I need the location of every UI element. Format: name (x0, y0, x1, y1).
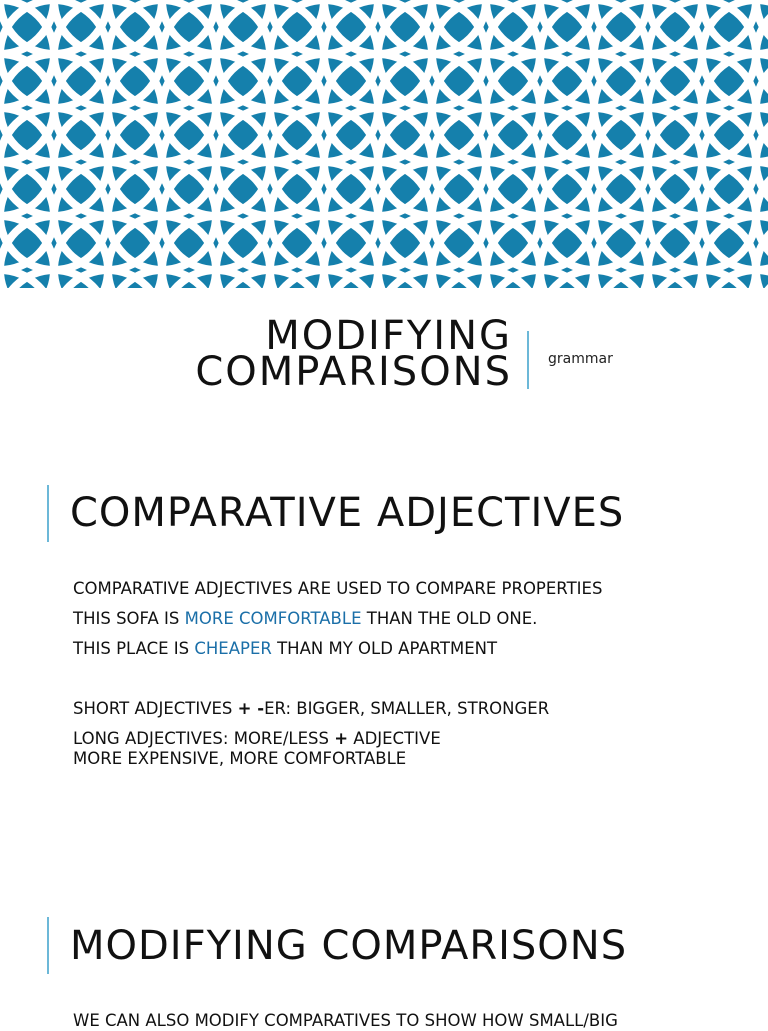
circle-lattice-pattern (0, 0, 768, 288)
heading-accent-bar (47, 917, 49, 974)
body-line: MORE EXPENSIVE, MORE COMFORTABLE (73, 749, 407, 768)
text-segment: THIS SOFA IS (73, 609, 185, 628)
body-line (73, 609, 537, 629)
decorative-pattern-banner (0, 0, 768, 288)
body-line (73, 639, 497, 659)
text-segment: THAN THE OLD ONE. (361, 609, 538, 628)
page-title (195, 313, 512, 395)
plus-sign: + (334, 729, 349, 748)
section-heading: COMPARATIVE ADJECTIVES (70, 490, 625, 536)
text-segment: SHORT ADJECTIVES (73, 699, 238, 718)
body-line (73, 729, 441, 749)
slide-comparative-adjectives (0, 470, 768, 810)
title-line-2: COMPARISONS (195, 349, 512, 395)
highlighted-phrase: CHEAPER (194, 639, 272, 658)
title-divider (527, 331, 529, 389)
title-line-1: MODIFYING (265, 313, 512, 359)
body-line (73, 699, 549, 719)
text-segment: THAN MY OLD APARTMENT (271, 639, 498, 658)
body-line: COMPARATIVE ADJECTIVES ARE USED TO COMPARE PROPERTIES (73, 579, 603, 598)
text-segment: ER: BIGGER, SMALLER, STRONGER (264, 699, 550, 718)
heading-accent-bar (47, 485, 49, 542)
dash-sign: - (251, 699, 265, 718)
text-segment: ADJECTIVE (348, 729, 441, 748)
section-heading: MODIFYING COMPARISONS (70, 923, 628, 969)
title-slide (0, 288, 768, 488)
slide-modifying-comparisons (0, 900, 768, 1030)
highlighted-phrase: MORE COMFORTABLE (184, 609, 362, 628)
text-segment: THIS PLACE IS (73, 639, 195, 658)
text-segment: LONG ADJECTIVES: MORE/LESS (73, 729, 335, 748)
subtitle: grammar (548, 351, 613, 367)
body-line: WE CAN ALSO MODIFY COMPARATIVES TO SHOW HOW SMALL/BIG (73, 1011, 618, 1030)
plus-sign: + (237, 699, 252, 718)
